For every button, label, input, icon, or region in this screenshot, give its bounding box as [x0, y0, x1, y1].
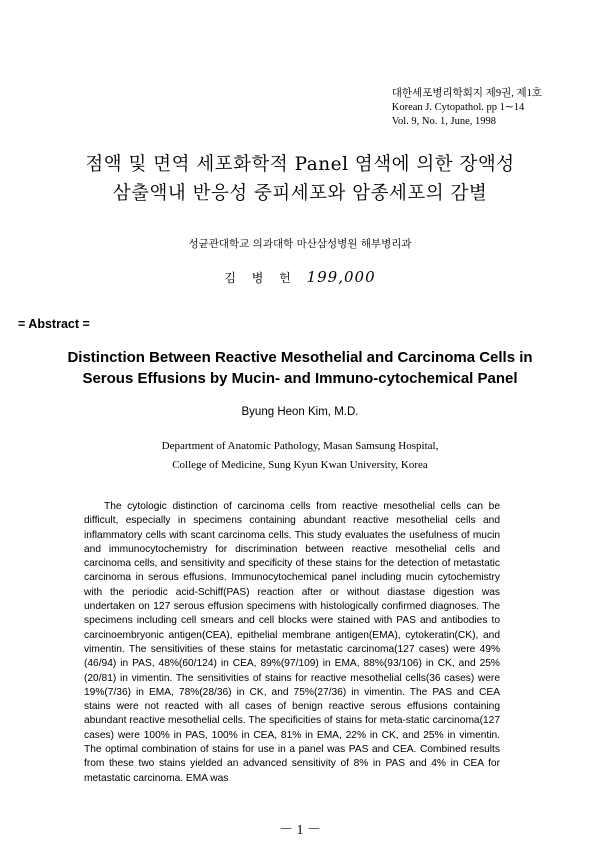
korean-title-line-1: 점액 및 면역 세포화학적 Panel 염색에 의한 장액성	[85, 154, 515, 175]
korean-author-line	[0, 268, 600, 286]
journal-citation	[392, 87, 542, 129]
abstract-body	[84, 500, 500, 786]
korean-affiliation: 성균관대학교 의과대학 마산삼성병원 해부병리과	[188, 238, 412, 250]
abstract-paragraph: The cytologic distinction of carcinoma cells from reactive mesothelial cells can be difficult, especially in specimens containing abundant reactive mesothelial cells and inflammatory cells with scant carcinoma cells. This study evaluates the usefulness of mucin and immunocytochemistry for discrimination between reactive mesothelial cells and carcinoma cells, and sensitivity and specificity of these stains for the detection of metastatic carcinoma in serous effusions. Immunocytochemical panel including mucin cytochemistry with the periodic acid-Schiff(PAS) reaction after or without diastase digestion was undertaken on 127 serous effusion specimens with histologically confirmed diagnoses. The specimens including cell smears and cell blocks were stained with PAS and antibodies to carcinoembryonic antigen(CEA), epithelial membrane antigen(EMA), cytokeratin(CK), and vimentin. The sensitivities of these stains for metastatic carcinoma(127 cases) were 49%(46/94) in PAS, 48%(60/124) in CEA, 89%(97/109) in EMA, 88%(93/106) in CK, and 25%(20/81) in vimentin. The sensitivities of stains for reactive mesothelial cells(36 cases) were 19%(7/36) in EMA, 78%(28/36) in CK, and 75%(27/36) in vimentin. The PAS and CEA stains were not reacted with all cases of benign reactive serous effusions containing abundant reactive mesothelial cells. The specificities of stains for meta-static carcinoma(127 cases) were 100% in PAS, 100% in CEA, 81% in EMA, 22% in CK, and 25% in vimentin. The optimal combination of stains for use in a panel was PAS and CEA. Combined results from these two stains yielded an advanced sensitivity of 8% in PAS and 4% in CEA for metastatic carcinoma. EMA was	[84, 501, 500, 784]
english-affiliation	[0, 437, 600, 475]
english-author: Byung Heon Kim, M.D.	[241, 406, 359, 418]
korean-author-name: 김 병 헌	[224, 271, 297, 285]
journal-citation-korean: 대한세포병리학회지 제9권, 제1호	[391, 88, 542, 99]
english-title	[0, 347, 600, 389]
korean-title	[0, 150, 600, 208]
english-title-line-1: Distinction Between Reactive Mesothelial and Carcinoma Cells in	[67, 349, 533, 366]
korean-title-line-2: 삼출액내 반응성 중피세포와 암종세포의 감별	[112, 183, 488, 204]
english-affiliation-line-1: Department of Anatomic Pathology, Masan Samsung Hospital,	[161, 440, 439, 452]
journal-citation-english: Korean J. Cytopathol. pp 1∼14	[391, 102, 525, 113]
journal-volume-issue: Vol. 9, No. 1, June, 1998	[391, 116, 496, 127]
english-title-line-2: Serous Effusions by Mucin- and Immuno-cytochemical Panel	[82, 370, 518, 387]
english-affiliation-line-2: College of Medicine, Sung Kyun Kwan University, Korea	[172, 459, 428, 471]
page-number: － 1 －	[279, 823, 321, 838]
handwritten-note: 199,000	[306, 268, 376, 286]
abstract-label: = Abstract =	[18, 317, 90, 331]
